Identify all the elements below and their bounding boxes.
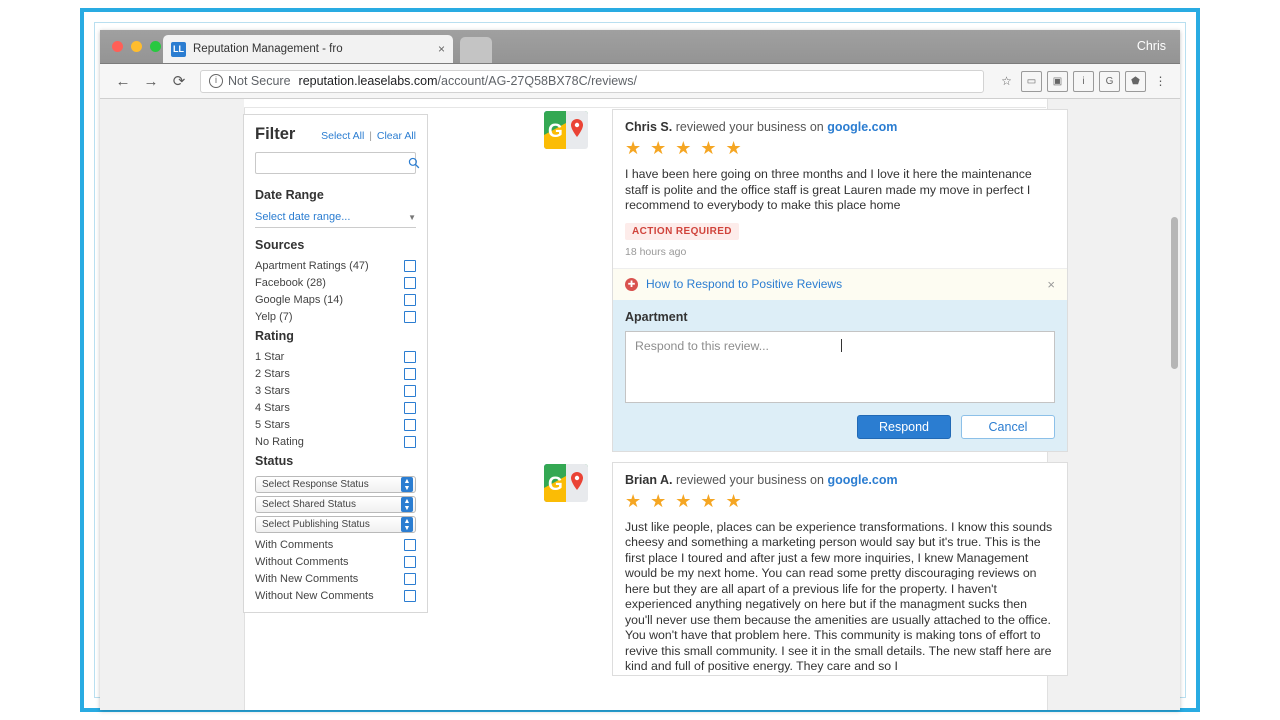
checkbox[interactable] (404, 351, 416, 363)
shared-status-select[interactable] (255, 496, 416, 513)
address-bar[interactable] (200, 70, 984, 93)
reviews-list (540, 109, 1068, 686)
filter-title: Filter (255, 125, 296, 143)
filter-option-5-stars[interactable] (244, 416, 427, 433)
google-maps-avatar-icon (544, 111, 588, 149)
info-icon[interactable]: i (209, 74, 223, 88)
back-icon[interactable]: ← (115, 72, 131, 90)
close-icon[interactable]: × (1047, 276, 1055, 292)
clear-all-link[interactable]: Clear All (376, 130, 416, 142)
minimize-window-icon[interactable] (131, 41, 142, 52)
publishing-status-select[interactable] (255, 516, 416, 533)
review-card (612, 462, 1068, 676)
close-window-icon[interactable] (112, 41, 123, 52)
respond-textarea[interactable] (625, 331, 1055, 403)
filter-option-apartment-ratings[interactable] (244, 257, 427, 274)
filter-search[interactable] (255, 152, 416, 174)
respond-button[interactable]: Respond (857, 415, 951, 439)
bookmark-star-icon[interactable]: ☆ (1001, 74, 1012, 88)
checkbox[interactable] (404, 294, 416, 306)
filter-option-without-comments[interactable] (244, 553, 427, 570)
respond-account-label: Apartment (625, 309, 688, 324)
review-author: Brian A. (625, 472, 673, 487)
option-label: 4 Stars (255, 401, 290, 414)
filter-option-1-star[interactable] (244, 348, 427, 365)
forward-icon[interactable]: → (143, 72, 159, 90)
filter-panel (243, 114, 428, 613)
url-host: reputation.leaselabs.com (298, 74, 438, 88)
option-label: No Rating (255, 435, 304, 448)
status-title: Status (255, 454, 294, 468)
browser-toolbar (100, 64, 1180, 99)
respond-actions (625, 415, 1055, 439)
filter-option-3-stars[interactable] (244, 382, 427, 399)
search-input[interactable] (262, 156, 408, 170)
checkbox[interactable] (404, 368, 416, 380)
checkbox[interactable] (404, 385, 416, 397)
review-star-rating: ★ ★ ★ ★ ★ (625, 138, 744, 158)
search-icon (408, 157, 420, 169)
grid-icon[interactable]: G (1099, 71, 1120, 92)
browser-profile-name[interactable]: Chris (1136, 39, 1166, 53)
google-maps-avatar-icon (544, 464, 588, 502)
extension-icon[interactable]: ▣ (1047, 71, 1068, 92)
checkbox[interactable] (404, 590, 416, 602)
tip-banner (613, 268, 1067, 300)
option-label: 3 Stars (255, 384, 290, 397)
option-label: Yelp (7) (255, 310, 293, 323)
shield-icon[interactable]: ⬟ (1125, 71, 1146, 92)
review-action-text: reviewed your business on (675, 472, 824, 487)
filter-actions (321, 130, 416, 142)
info-circle-icon[interactable]: i (1073, 71, 1094, 92)
tab-favicon-icon: LL (171, 42, 186, 57)
option-label: Apartment Ratings (47) (255, 259, 369, 272)
review-body-text: Just like people, places can be experience transformations. I know this sounds cheesy and something a marketing person would say but it's true. This is the first place I toured and after just a few more inquiries, I knew Management would be my next home. You can read some pretty discouraging reviews on here but they are all apart of a previous life for the property. I haven't experienced anything negatively on here but if the managment sucks then you'll never use them because the amenities are usually attached to the office. You won't have that problem here. This community is making tons of effort to revive this small community. I see it in the small details. The new staff here are kind and full of positive energy. They care and so I (625, 519, 1053, 673)
checkbox[interactable] (404, 311, 416, 323)
response-status-select[interactable] (255, 476, 416, 493)
option-label: 5 Stars (255, 418, 290, 431)
option-label: Google Maps (14) (255, 293, 344, 306)
filter-option-without-new-comments[interactable] (244, 587, 427, 604)
text-cursor-icon (841, 339, 842, 352)
page-scrollbar[interactable] (1171, 217, 1178, 369)
svg-text:G: G (548, 473, 563, 495)
date-range-value: Select date range... (255, 211, 351, 223)
review-item (540, 462, 1068, 676)
review-card (612, 109, 1068, 452)
respond-panel (613, 300, 1067, 451)
browser-tab[interactable] (163, 35, 453, 63)
page-content (100, 99, 1180, 710)
security-label: Not Secure (228, 74, 291, 88)
filter-option-facebook[interactable] (244, 274, 427, 291)
option-label: With New Comments (255, 572, 359, 585)
review-item (540, 109, 1068, 452)
filter-header (244, 115, 427, 152)
chevron-down-icon: ▼ (408, 212, 416, 222)
stepper-icon[interactable]: ▲ ▼ (401, 517, 413, 532)
sources-title: Sources (255, 238, 305, 252)
option-label: With Comments (255, 538, 334, 551)
checkbox[interactable] (404, 419, 416, 431)
review-header (613, 110, 1067, 134)
checkbox[interactable] (404, 260, 416, 272)
select-all-link[interactable]: Select All (321, 130, 365, 142)
review-author: Chris S. (625, 120, 673, 134)
content-top-edge (244, 99, 1046, 108)
filter-action-separator: | (369, 130, 372, 142)
checkbox[interactable] (404, 573, 416, 585)
cast-icon[interactable]: ▭ (1021, 71, 1042, 92)
stepper-icon[interactable]: ▲ ▼ (401, 497, 413, 512)
review-header (613, 463, 1067, 487)
select-value: Select Response Status (262, 479, 369, 490)
select-value: Select Publishing Status (262, 519, 370, 530)
filter-option-with-comments[interactable] (244, 536, 427, 553)
filter-option-google-maps[interactable] (244, 291, 427, 308)
checkbox[interactable] (404, 277, 416, 289)
status-badge: ACTION REQUIRED (625, 223, 739, 240)
review-star-rating: ★ ★ ★ ★ ★ (625, 490, 744, 511)
review-timestamp: 18 hours ago (625, 245, 687, 258)
window-controls[interactable] (112, 41, 161, 52)
date-range-title: Date Range (255, 188, 324, 202)
option-label: Without New Comments (255, 589, 374, 602)
tip-link[interactable]: How to Respond to Positive Reviews (646, 277, 843, 291)
checkbox[interactable] (404, 436, 416, 448)
review-source-link[interactable]: google.com (827, 472, 898, 487)
browser-titlebar (100, 30, 1180, 64)
option-label: 1 Star (255, 350, 285, 363)
tab-close-icon[interactable]: × (437, 42, 445, 56)
maximize-window-icon[interactable] (150, 41, 161, 52)
review-action-text: reviewed your business on (675, 120, 824, 134)
rating-title: Rating (255, 329, 294, 343)
filter-option-2-stars[interactable] (244, 365, 427, 382)
page-viewport (100, 99, 1180, 710)
cancel-button[interactable]: Cancel (961, 415, 1055, 439)
filter-option-yelp[interactable] (244, 308, 427, 325)
option-label: 2 Stars (255, 367, 290, 380)
option-label: Facebook (28) (255, 276, 326, 289)
browser-window (100, 30, 1180, 710)
date-range-select[interactable] (255, 207, 416, 228)
review-body-text: I have been here going on three months and I love it here the maintenance staff is polite and the office staff is great Lauren made my move in perfect I recommend to everybody to make this place home (625, 167, 1032, 212)
review-source-link[interactable]: google.com (827, 120, 898, 134)
option-label: Without Comments (255, 555, 349, 568)
svg-text:G: G (548, 121, 563, 142)
filter-option-no-rating[interactable] (244, 433, 427, 450)
respond-placeholder: Respond to this review... (635, 338, 769, 353)
checkbox[interactable] (404, 556, 416, 568)
new-tab-button[interactable] (460, 37, 492, 63)
lifebuoy-icon: ✚ (625, 278, 638, 291)
tab-title: Reputation Management - fro (193, 43, 343, 55)
filter-option-4-stars[interactable] (244, 399, 427, 416)
reload-icon[interactable]: ⟳ (172, 73, 186, 90)
select-value: Select Shared Status (262, 499, 356, 510)
browser-menu-icon[interactable]: ⋮ (1154, 74, 1167, 88)
url-path: /account/AG-27Q58BX78C/reviews/ (437, 74, 637, 88)
filter-option-with-new-comments[interactable] (244, 570, 427, 587)
checkbox[interactable] (404, 402, 416, 414)
checkbox[interactable] (404, 539, 416, 551)
stepper-icon[interactable]: ▲ ▼ (401, 477, 413, 492)
